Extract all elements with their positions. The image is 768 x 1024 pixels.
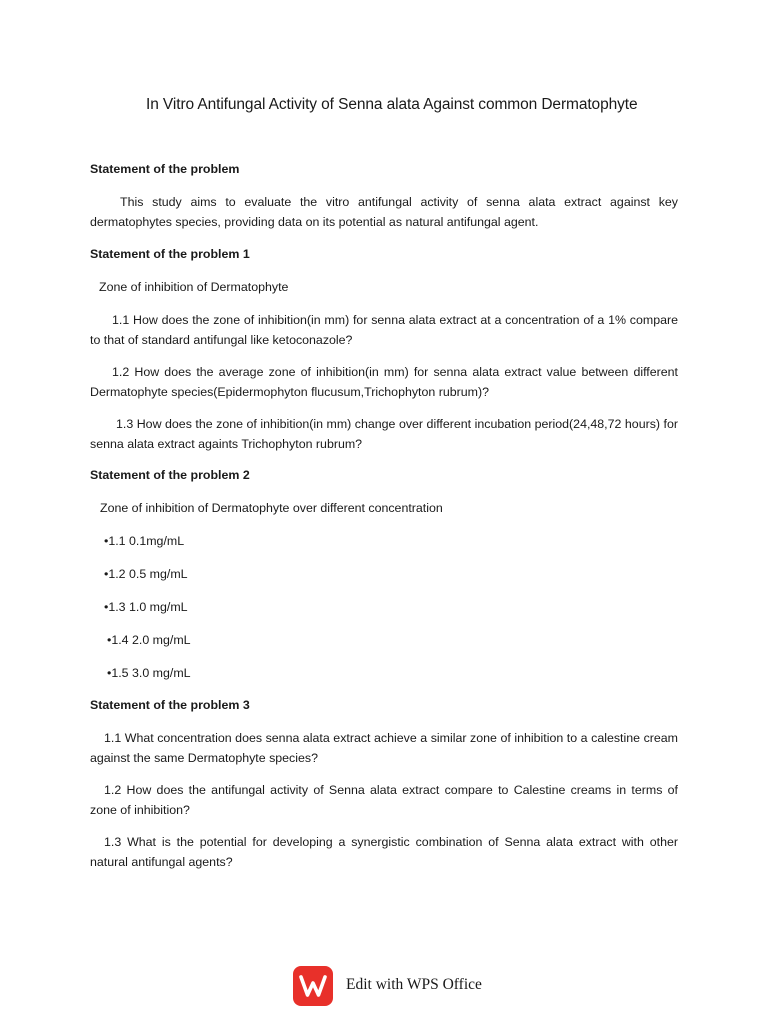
document-title: In Vitro Antifungal Activity of Senna alata Against common Dermatophyte <box>146 96 638 113</box>
intro-heading: Statement of the problem <box>90 162 240 176</box>
problem1-question-3: 1.3 How does the zone of inhibition(in mm) change over different incubation period(24,48,72 hours) for senna alata extract againts Trichophyton rubrum? <box>90 417 678 451</box>
wps-office-logo-icon[interactable] <box>293 966 333 1006</box>
problem2-heading: Statement of the problem 2 <box>90 468 250 482</box>
problem1-subheading: Zone of inhibition of Dermatophyte <box>99 280 289 294</box>
wps-footer[interactable] <box>0 966 768 1006</box>
problem3-question-2: 1.2 How does the antifungal activity of Senna alata extract compare to Calestine creams in terms of zone of inhibition? <box>90 783 678 817</box>
problem3-question-3: 1.3 What is the potential for developing a synergistic combination of Senna alata extract with other natural antifungal agents? <box>90 835 678 869</box>
concentration-item: •1.1 0.1mg/mL <box>104 534 185 548</box>
problem1-question-1: 1.1 How does the zone of inhibition(in mm) for senna alata extract at a concentration of a 1% compare to that of standard antifungal like ketoconazole? <box>90 313 678 347</box>
problem3-heading: Statement of the problem 3 <box>90 698 250 712</box>
concentration-item: •1.4 2.0 mg/mL <box>107 633 191 647</box>
concentration-item: •1.3 1.0 mg/mL <box>104 600 188 614</box>
problem3-question-1: 1.1 What concentration does senna alata extract achieve a similar zone of inhibition to a calestine cream against the same Dermatophyte species? <box>90 731 678 765</box>
edit-with-wps-link[interactable]: Edit with WPS Office <box>346 976 482 993</box>
problem1-heading: Statement of the problem 1 <box>90 247 250 261</box>
problem2-subheading: Zone of inhibition of Dermatophyte over different concentration <box>100 501 443 515</box>
problem1-question-2: 1.2 How does the average zone of inhibition(in mm) for senna alata extract value between different Dermatophyte species(Epidermophyton flucusum,Trichophyton rubrum)? <box>90 365 678 399</box>
intro-paragraph: This study aims to evaluate the vitro antifungal activity of senna alata extract against key dermatophytes species, providing data on its potential as natural antifungal agent. <box>90 195 678 229</box>
concentration-item: •1.5 3.0 mg/mL <box>107 666 191 680</box>
concentration-item: •1.2 0.5 mg/mL <box>104 567 188 581</box>
